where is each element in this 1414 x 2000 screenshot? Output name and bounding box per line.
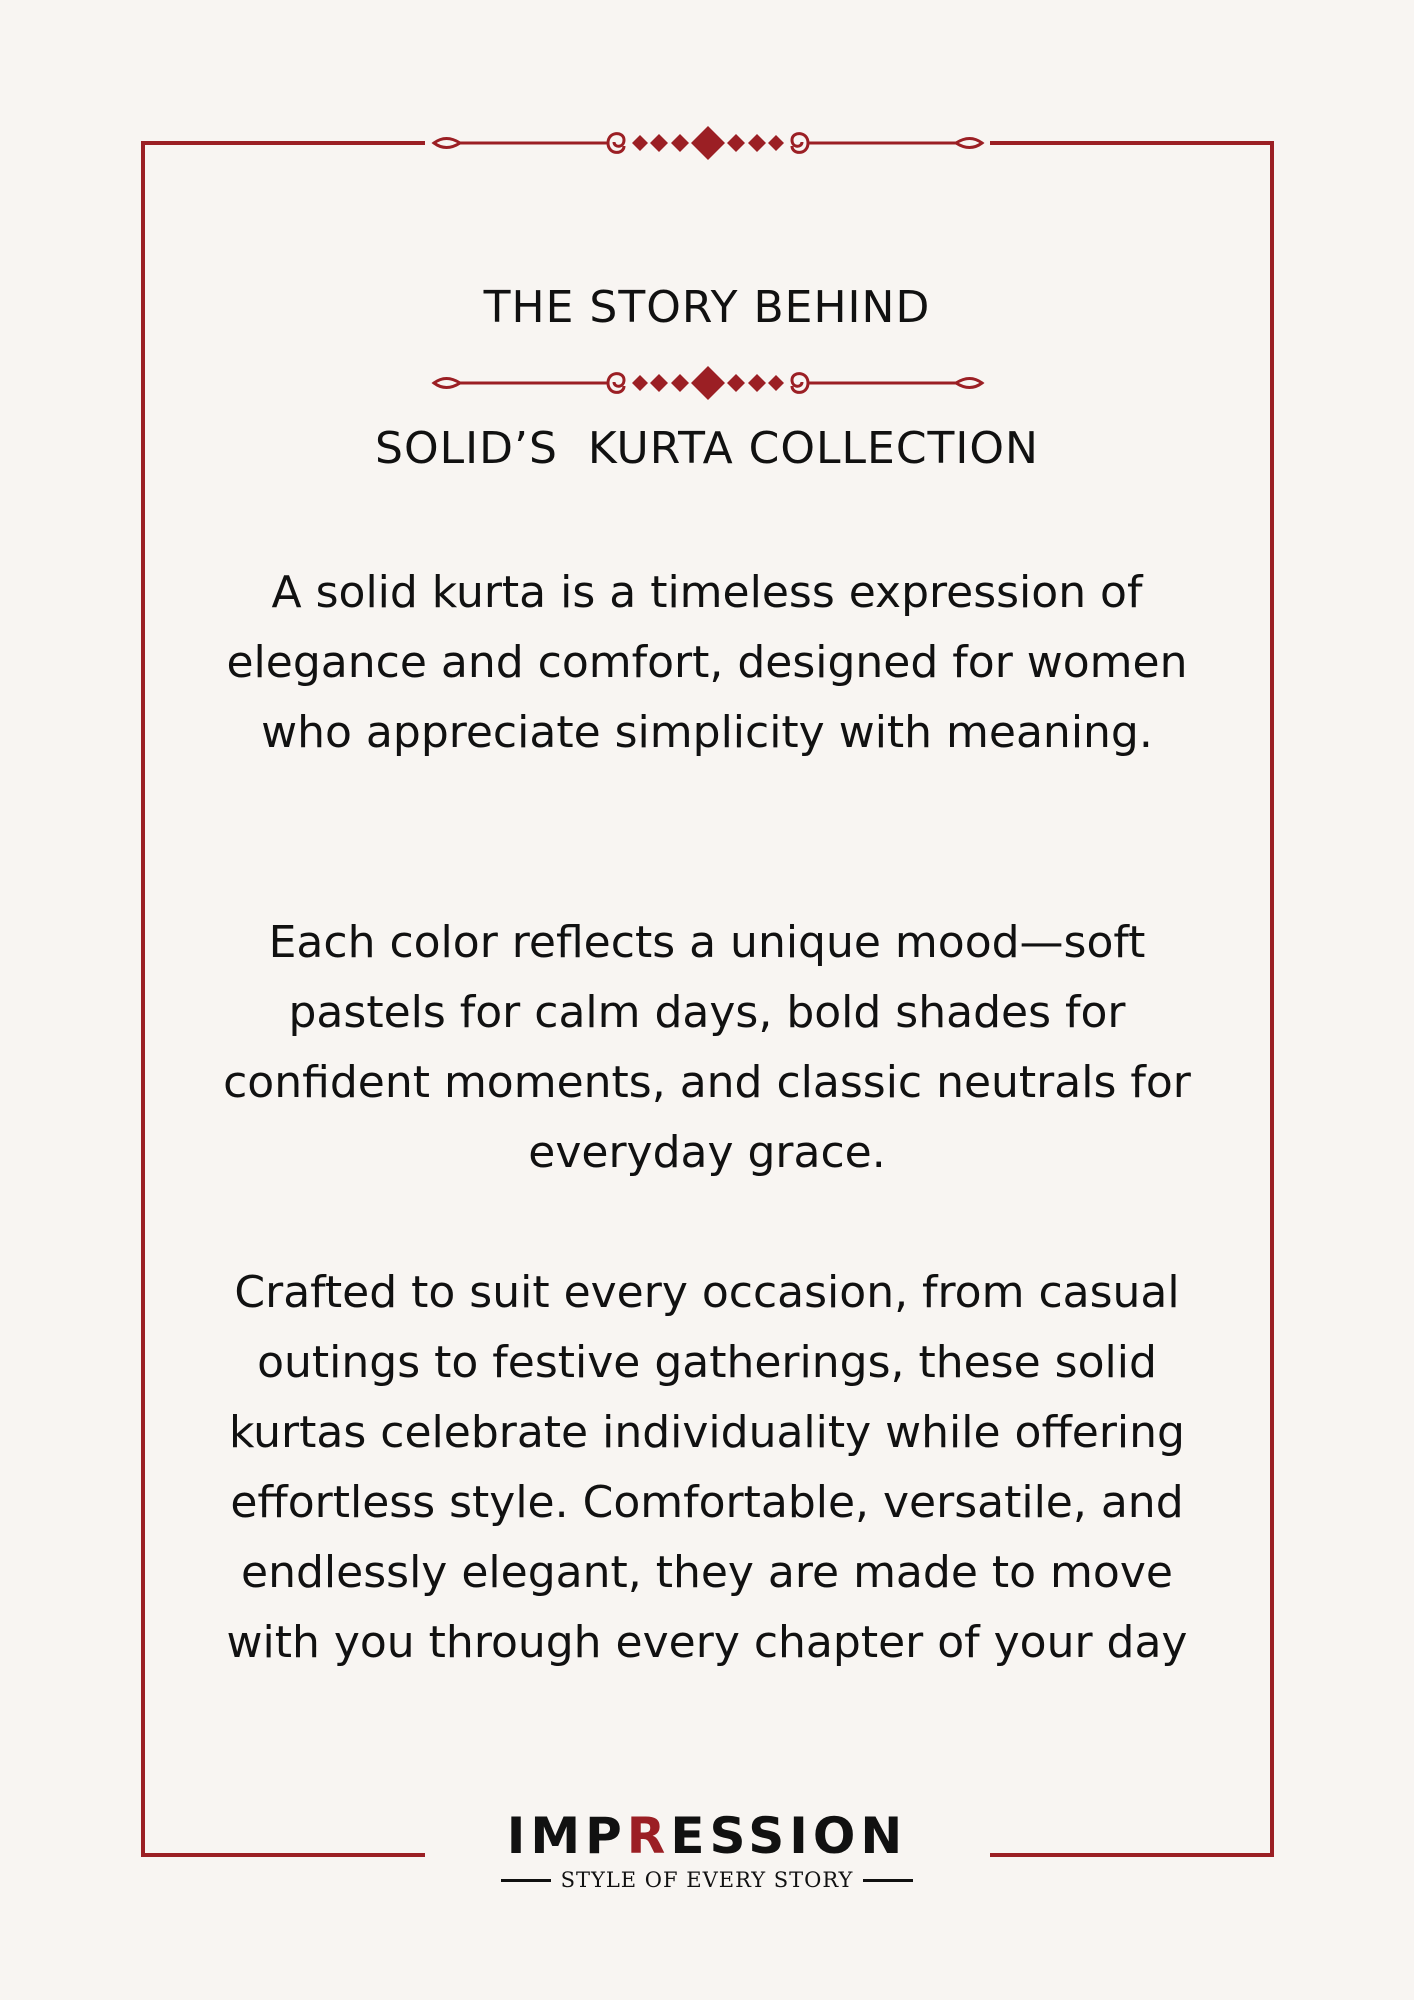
brand-name-part2: ESSION — [670, 1807, 908, 1865]
brand-name-accent: R — [626, 1807, 671, 1865]
tagline-right-rule — [863, 1879, 913, 1882]
brand-tagline-row — [0, 1868, 1414, 1892]
tagline-left-rule — [501, 1879, 551, 1882]
intro-paragraph: A solid kurta is a timeless expression of elegance and comfort, designed for women who appreciate simplicity with meaning. — [226, 567, 1188, 758]
brand-tagline: STYLE OF EVERY STORY — [560, 1868, 854, 1892]
title-top: THE STORY BEHIND — [483, 282, 931, 333]
color-paragraph: Each color reflects a unique mood—soft pastels for calm days, bold shades for confident moments, and classic neutrals for everyday grace. — [223, 917, 1191, 1178]
ornamental-divider-icon — [428, 366, 988, 400]
brand-name-part1: IMP — [506, 1807, 627, 1865]
title-bottom: SOLID’S KURTA COLLECTION — [375, 423, 1039, 474]
top-ornament-icon — [428, 126, 988, 160]
brand-logo — [0, 1806, 1414, 1866]
occasion-paragraph: Crafted to suit every occasion, from casual outings to festive gatherings, these solid kurtas celebrate individuality while offering effortless style. Comfortable, versatile, and endlessly elegant, they are made to move with you through every chapter of your day — [226, 1267, 1188, 1668]
